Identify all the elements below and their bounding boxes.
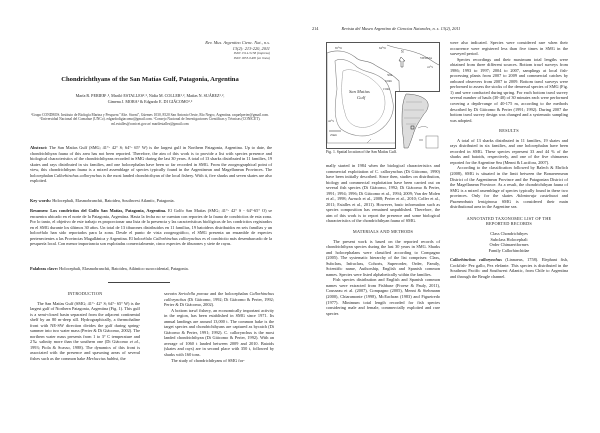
- species-entry: [450, 257, 568, 279]
- abstract-text: The San Matías Gulf (SMG; 41°- 42° S; 64°- 65° W) is the largest gulf in Northern Patagonia, Argentina. Up to date, the chondrichthyan fauna of this area has not been reported. Therefore, the aim of this work is to provide a list with species presence and biological characteristics of the chondrichthyans recorded in SMG during the last 30 years. A total of 13 sharks distributed in 11 families, 19 skates and rays distributed in six families, and one holocephalan have been so far recorded in SMG. From the zoogeographical point of view, this chondrichthyan fauna is a mixed assemblage of species typically found in the Argentinean and Magellanean Provinces. The holocephalan: [30, 145, 273, 178]
- keywords-label: Key words:: [30, 198, 52, 203]
- intro-p2-text-b: and the holocephalan: [208, 291, 250, 296]
- taxonomic-list-heading-2: REPORTED RECORDS: [485, 221, 533, 227]
- intro-p1-etal: et al.: [129, 339, 139, 345]
- resumen-text-after: es el condrictio más desembarcado de la pesquería local. Con menor importancia son explotadas comercialmente, cinco especies de tiburones y siete de rayas.: [30, 235, 272, 247]
- abstract: [30, 145, 272, 184]
- intro-p1-text-c: , the: [118, 356, 126, 362]
- argentina-inset-icon: [396, 92, 440, 149]
- right-page: [300, 0, 600, 433]
- intro-paragraph-4: The study of chondrichthyans of SMG for-: [171, 357, 245, 363]
- col2-paragraph-4: [450, 165, 568, 209]
- figure-map: [326, 42, 440, 149]
- col2-p4-text: According to the classification followed by Balech & Ehrlich (2008), SMG is situated in the limit between the Bonaerensean District of the Argentinean Province and the Patagonian District of the Magellanean Province. As a result, the chondrichthyan fauna of SMG is a mixed assemblage of species typically found in these two provinces. Only for the skates: [450, 165, 568, 199]
- col2-p4-text-b: and: [557, 193, 568, 199]
- col1-paragraph-3: Fish species distribution and English and Spanish common names were extracted from Fishbase (Froese & Pauly, 2011), Cousseau et al. (2007), Compagno (2005), Menni & Stehmann (2000), Chiaramonte (1998), McEachran (1983) and Figueiredo (1977). Minimum total length recorded for fish species considering male and female, commercially exploited and rare species: [326, 277, 440, 316]
- results-heading: RESULTS: [499, 128, 519, 134]
- taxonomic-list-heading-1: ANNOTATED TAXONOMIC LIST OF THE: [466, 215, 552, 221]
- map-label-city: VIEDMA: [420, 56, 432, 60]
- taxon-subclass: Subclass Holocephali: [490, 236, 528, 242]
- species-description: (Linnaeus, 1758). Elephant fish, Cockfish- Pez gallo, Pez elefante. This species is distributed in the Southeast Pacific and Southwest Atlantic, from Chile to Argentina and through the Beagle channel.: [450, 257, 568, 279]
- authors-line-2: Gimena J. MORA¹ & Edgardo E. DI GIÁCOMO¹˒³: [107, 98, 193, 104]
- figure-caption: Fig. 1. Spatial location of the San Matías Gulf.: [326, 150, 397, 154]
- authors-line-1: María R. PERIER¹˒², Mariló ESTALLES²˒³, Nidia M. COLLER¹˒², Matías N. SUÁREZ¹˒²,: [75, 93, 225, 98]
- running-head-text: Revista del Museo Argentino de Ciencias Naturales, n. s. 13(2), 2011: [341, 26, 461, 31]
- palabras-clave-text: Holocephali, Elasmobranchii, Batoidea, Atlántico suroccidental, Patagonia.: [59, 266, 189, 271]
- map-lat-2: 42°S: [328, 119, 334, 123]
- col2-p4-species-2: Psammobatis lentiginosa: [450, 198, 497, 204]
- palabras-clave-label: Palabras clave:: [30, 266, 59, 271]
- abstract-species: Callorhinchus callorynchus: [54, 172, 102, 178]
- map-depth-1: 50m: [387, 73, 393, 77]
- resumen-text: El Golfo San Matías (SMG; 41°- 42° S - 64°-65° O) se encuentra ubicado en el norte de la Patagonia, Argentina. Hasta la fecha no se cuentan con reportes de la fauna de condrictios de esta zona. Por lo tanto, el objetivo de este trabajo es proporcionar una lista de la presencia y las características biológicas de los condrictios registrados en el SMG durante los últimos 30 años. Un total de 13 tiburones distribuidos en 11 familias, 19 batoideos distribuidos en seis familias y un holocéfalo han sido reportados para la zona. Desde el punto de vista zoogeográfico, el SMG presenta un ensamble de especies pertenecientes a las Provincias Magallánica y Argentina. El holocéfalo: [30, 208, 273, 241]
- col2-paragraph-2: Species recordings and their maximum total lengths were obtained from three different sources. Bottom trawl surveys from 1986; 1993 to 1997; 2004 to 2007, samplings at local fish-processing plants from 2007 to 2009 and commercial catches by onboard observers from 2007 to 2009. Bottom trawl surveys were performed to assess the stocks of the demersal species of SMG (Fig. 1) and were conducted during spring. For each bottom trawl survey several number of hauls (30-40) of 30 minutes each were performed covering a depth-range of 40-175 m, according to the methods described by Di Giácomo & Perier (1991; 1992). During 2007 the bottom trawl survey design was changed and a systematic sampling was adopted.: [450, 56, 568, 123]
- palabras-clave: [30, 266, 272, 272]
- taxon-class: Class Chondrichthyes: [490, 230, 528, 236]
- intro-column-left: [30, 291, 140, 362]
- intro-paragraph-2: [164, 291, 274, 308]
- intro-column-right: [164, 291, 274, 363]
- intro-paragraph-1: [30, 301, 140, 362]
- right-column-left: [326, 163, 440, 316]
- col2-p4-species-1: Atlantoraja castelnaui: [516, 193, 558, 199]
- methods-heading: MATERIALS AND METHODS: [352, 229, 414, 235]
- intro-p2-text: savorin: [164, 291, 179, 296]
- journal-name: Rev. Mus. Argentino Cienc. Nat., n.s.: [205, 40, 270, 45]
- map-scale: 25km: [330, 133, 337, 137]
- article-title: Chondrichthyans of the San Matías Gulf, Patagonia, Argentina: [61, 76, 239, 83]
- authors: [30, 93, 270, 104]
- right-column-right: [450, 40, 568, 279]
- intro-p1-text-b: , 1993; Piola & Scasso, 1988). The dynamics of this front is associated with the presence and spawning areas of several fishes such as the common hake: [30, 339, 140, 362]
- map-label-gulf-2: Gulf: [357, 95, 366, 100]
- running-head: [312, 26, 592, 31]
- intro-paragraph-3: A bottom trawl fishery, an economically important activity in the region, has been established in SMG since 1971. Its annual landings are around 13,000 t. The common hake is the target species and chondrichthyans are captured as bycatch (Di Giácomo & Perier, 1991; 1992). C. callorynchus is the most landed chondrichthyan (Di Giácomo & Perier, 1992). With an average of 1060 t landed between 2009 and 2010. Batoids (skates and rays) are in second place with 350 t, followed by sharks with 160 tons.: [164, 307, 274, 358]
- map-depth-2: 100m: [385, 79, 392, 83]
- map-north-label: N: [401, 50, 404, 54]
- map-lon-1: 65°W: [335, 46, 343, 50]
- resumen-species: Callorhinchus callorynchus: [153, 235, 202, 241]
- resumen-label: Resumen: Los condrictios del Golfo San Matías, Patagonia, Argentina.: [30, 208, 167, 213]
- issn-online: ISSN 1853-0400 (en línea): [233, 55, 270, 60]
- map-label-gulf-1: San Matías: [349, 89, 370, 94]
- map-lon-2: 64°W: [379, 46, 387, 50]
- introduction-heading: INTRODUCTION: [67, 291, 103, 296]
- journal-volume: 13(2): 213-220, 2011: [232, 45, 270, 51]
- abstract-text-after: is the most landed chondricthyan of the local fishery. With it, five sharks and seven skates are also exploited.: [30, 172, 272, 184]
- map-depth-3: 150m: [383, 87, 390, 91]
- col2-p4-text-c: SMG is considered their main distributional area in the Argentine sea.: [450, 198, 568, 210]
- page-number: 214: [312, 26, 319, 31]
- journal-citation: [205, 40, 270, 60]
- intro-p2-species-1: Seriolella porosa: [178, 291, 209, 296]
- intro-p1-text: The San Matías Gulf (SMG; 41°- 42° S; 64°- 65° W) is the largest gulf of Northern Patagonia, Argentina (Fig. 1). This gulf is a semi-closed basin separated from the adjacent continental shelf by an 80 m-deep sill. Hydrographically, a thermohaline front with NE-SW direction divides the gulf during spring-summer into two water mass (Perier & Di Giácomo, 2002). The northern water mass presents from 1 to 3° C temperature and 2‰ salinity more than the southern one (Di Giácomo: [30, 300, 140, 345]
- col1-paragraph-1: mally started in 1984 when the biological characteristics and commercial exploitation of C. callorynchus (Di Giácomo, 1990) have been initially described. Since then, studies on distribution, biology and commercial exploitation have been carried out on several fish species (Di Giácomo, 1992; Di Giácomo & Perier, 1991; 1994; 1996; Di Giácomo et al., 1994; 2009; Van der Molen et al., 1998; Awruch et al., 2008; Perier et al., 2010; Coller et al., 2011; Estalles et al., 2011). However, basic information such as species composition has remained unpublished. Therefore, the aim of this work is to report the presence and some biological characteristics of the chondrichthyan fauna of SMG.: [326, 163, 440, 224]
- keywords-text: Holocephali, Elasmobranchii, Batoidea, Southwest Atlantic, Patagonia.: [52, 198, 175, 203]
- abstract-label: Abstract:: [30, 145, 48, 150]
- intro-p2-species-2: Callorhinchus callorynchus: [164, 291, 274, 302]
- taxon-order: Order Chimaeriformes: [489, 242, 529, 248]
- resumen: [30, 208, 272, 247]
- inset-map-argentina: [395, 91, 440, 149]
- affiliations: ¹Grupo CONDROS. Instituto de Biología Marina y Pesquera "Alte. Storni", Güemes 1030, 8520 San Antonio Oeste, Río Negro, Argentina. raquelperier@gmail.com. ²Universidad Nacional del Comahue (UNCo). edgardodigiacomo@gmail.com. ³Consejo Nacional de Investigaciones Científicas y Técnicas (CONICET). ml.estalles@conicet.gov.ar/ marilestalles@gmail.com: [30, 113, 270, 126]
- intro-p1-species: Merluccius hubbsi: [86, 356, 119, 362]
- col1-paragraph-2: The present work is based on the reported records of chondrichthyan species during the last 30 years in SMG. Sharks and holocephalans were classified according to Compagno (2005). The systematic hierarchy of the list comprises: Class, Subclass, Infraclass, Cohorts, Superorder, Order, Family, Scientific name, Authorship, English and Spanish common names. Species were listed alphabetically within the families.: [326, 238, 440, 277]
- section-divider: [108, 282, 170, 283]
- intro-p2-text-c: (Di Giácomo, 1992; Di Giácomo & Perier, 1992; Perier & Di Giácomo, 2002).: [164, 296, 274, 308]
- keywords: [30, 198, 272, 204]
- map-lat-1: 41°S: [427, 65, 433, 69]
- col2-paragraph-1: were also indicated. Species were considered rare when their occurrence were registered less than five times in SMG in the surveyed period.: [450, 40, 568, 57]
- issn-print: ISSN 1514-5158 (impresa): [233, 51, 270, 55]
- species-name: Callorhinchus callorynchus: [450, 257, 502, 263]
- col2-paragraph-3: A total of 13 sharks distributed in 11 families, 19 skates and rays distributed in six families, and one holocephalan have been recorded in SMG. These species represent 33 and 44 % of the sharks and batoids, respectively, and one of the five chimaeras reported for the Argentine Sea (Menni & Lucifora, 2007).: [450, 137, 568, 165]
- taxon-family: Family Callorhinchidae: [488, 247, 530, 253]
